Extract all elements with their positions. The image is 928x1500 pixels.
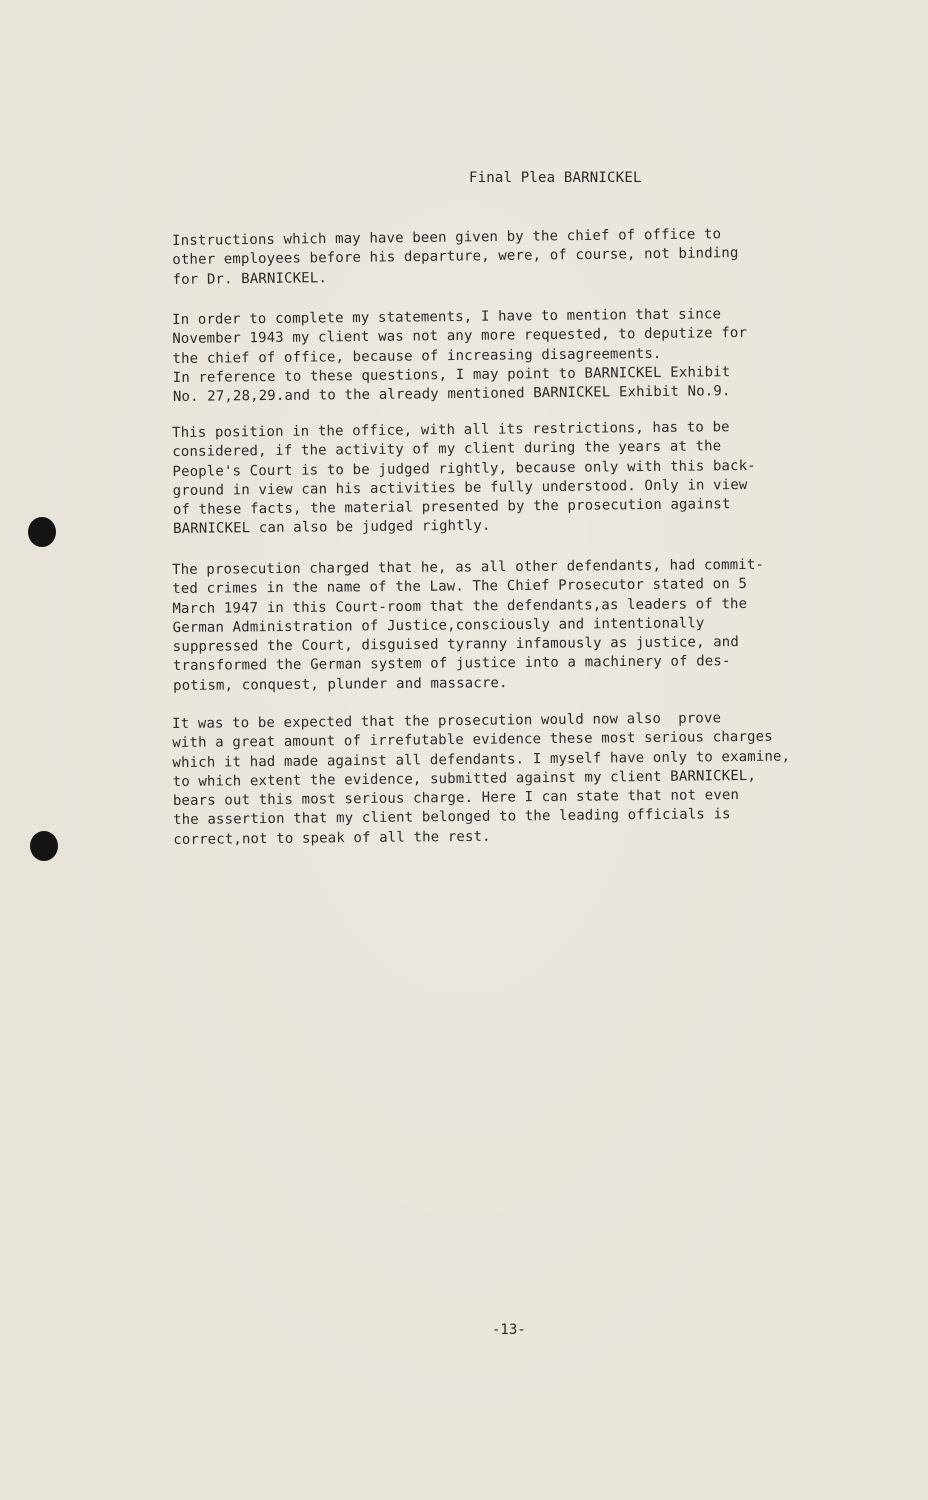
text-line: potism, conquest, plunder and massacre. bbox=[173, 674, 508, 694]
paragraph-5 bbox=[172, 708, 873, 850]
page-number: -13- bbox=[492, 1322, 526, 1338]
text-line: for Dr. BARNICKEL. bbox=[172, 269, 328, 288]
text-line: with a great amount of irrefutable evidence these most serious charges bbox=[172, 729, 773, 752]
text-line: The prosecution charged that he, as all other defendants, had commit- bbox=[172, 556, 765, 578]
text-line: suppressed the Court, disguised tyranny infamously as justice, and bbox=[172, 634, 740, 656]
punch-hole-bottom bbox=[30, 831, 58, 861]
text-line: the assertion that my client belonged to the leading officials is bbox=[173, 806, 731, 829]
document-title: Final Plea BARNICKEL bbox=[469, 170, 642, 186]
text-line: which it had made against all defendants. I myself have only to examine, bbox=[172, 748, 791, 771]
text-line: In order to complete my statements, I have to mention that since bbox=[172, 306, 722, 328]
text-line: other employees before his departure, were, of course, not binding bbox=[172, 245, 739, 269]
text-line: correct,not to speak of all the rest. bbox=[173, 828, 491, 848]
text-line: It was to be expected that the prosecution would now also prove bbox=[172, 710, 722, 732]
punch-hole-top bbox=[28, 517, 56, 547]
text-line: No. 27,28,29.and to the already mentioned BARNICKEL Exhibit No.9. bbox=[172, 383, 731, 406]
text-line: considered, if the activity of my client during the years at the bbox=[172, 438, 722, 461]
text-line: to which extent the evidence, submitted against my client BARNICKEL, bbox=[172, 767, 757, 790]
text-line: ground in view can his activities be fully understood. Only in view bbox=[172, 476, 748, 499]
text-line: ted crimes in the name of the Law. The Chief Prosecutor stated on 5 bbox=[172, 576, 748, 598]
text-line: This position in the office, with all its restrictions, has to be bbox=[172, 419, 730, 441]
text-line: of these facts, the material presented by the prosecution against bbox=[172, 496, 731, 519]
text-line: the chief of office, because of increasing disagreements. bbox=[172, 345, 662, 367]
text-line: Instructions which may have been given by the chief of office to bbox=[172, 226, 722, 249]
text-line: bears out this most serious charge. Here I can state that not even bbox=[172, 787, 740, 810]
paragraph-3 bbox=[172, 417, 873, 540]
paragraph-4 bbox=[172, 555, 873, 696]
text-line: German Administration of Justice,consciously and intentionally bbox=[172, 615, 705, 636]
paragraph-1 bbox=[172, 223, 873, 289]
paragraph-2 bbox=[172, 304, 873, 408]
text-line: In reference to these questions, I may point to BARNICKEL Exhibit bbox=[172, 364, 731, 386]
text-line: People's Court is to be judged rightly, because only with this back- bbox=[172, 457, 756, 480]
text-line: November 1943 my client was not any more requested, to deputize for bbox=[172, 325, 748, 348]
text-line: BARNICKEL can also be judged rightly. bbox=[173, 518, 491, 538]
text-line: transformed the German system of justice into a machinery of des- bbox=[172, 653, 731, 675]
text-line: March 1947 in this Court-room that the defendants,as leaders of the bbox=[172, 595, 748, 617]
